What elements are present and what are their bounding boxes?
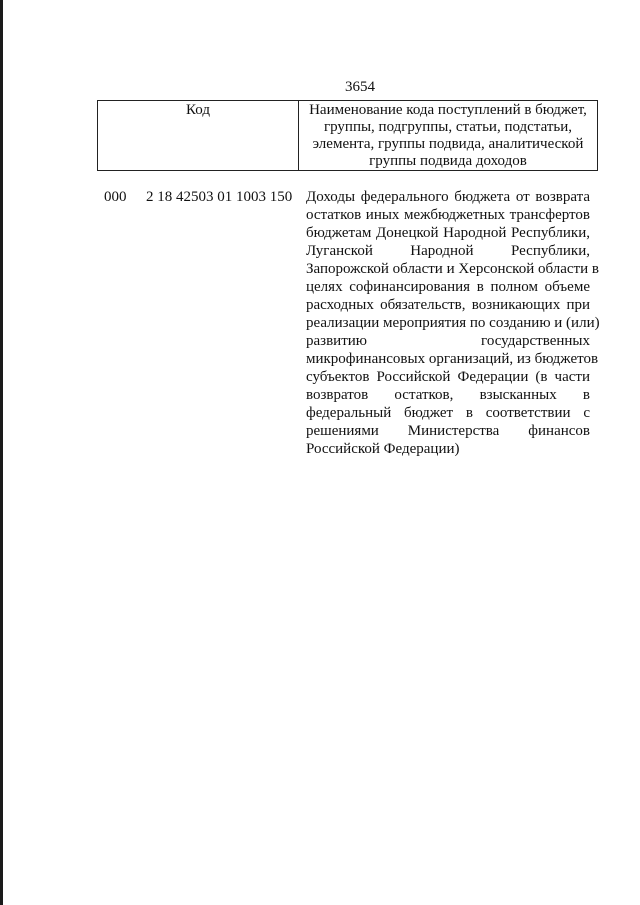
name-column-header bbox=[299, 101, 598, 171]
name-header-line: группы, подгруппы, статьи, подстатьи, bbox=[323, 119, 573, 135]
description-line: целях софинансирования в полном объеме bbox=[306, 279, 590, 295]
description-line: расходных обязательств, возникающих при bbox=[306, 297, 590, 313]
description-line: остатков иных межбюджетных трансфертов bbox=[306, 207, 590, 223]
description-line: реализации мероприятия по созданию и (или) bbox=[306, 315, 600, 331]
income-code: 2 18 42503 01 1003 150 bbox=[146, 189, 293, 205]
description-line: бюджетам Донецкой Народной Республики, bbox=[306, 225, 590, 241]
name-header-line: элемента, группы подвида, аналитической bbox=[312, 136, 584, 152]
description-line: микрофинансовых организаций, из бюджетов bbox=[306, 351, 599, 367]
admin-code: 000 bbox=[104, 189, 127, 205]
code-column-header: Код bbox=[98, 101, 299, 171]
page-left-edge bbox=[0, 0, 3, 905]
description-line: возвратов остатков, взысканных в bbox=[306, 387, 590, 403]
description-line: Доходы федерального бюджета от возврата bbox=[306, 189, 590, 205]
description-line: решениями Министерства финансов bbox=[306, 423, 590, 439]
description-line: федеральный бюджет в соответствии с bbox=[306, 405, 590, 421]
header-table bbox=[97, 100, 598, 171]
description-line: Луганской Народной Республики, bbox=[306, 243, 590, 259]
description-line: развитию государственных bbox=[306, 333, 590, 349]
name-header-line: группы подвида доходов bbox=[369, 153, 527, 169]
page-number: 3654 bbox=[345, 79, 375, 95]
description-line: Запорожской области и Херсонской области в bbox=[306, 261, 599, 277]
description-line: Российской Федерации) bbox=[306, 441, 460, 457]
header-row bbox=[98, 101, 598, 171]
name-header-line: Наименование кода поступлений в бюджет, bbox=[309, 102, 587, 118]
income-description bbox=[306, 188, 600, 458]
description-line: субъектов Российской Федерации (в части bbox=[306, 369, 590, 385]
